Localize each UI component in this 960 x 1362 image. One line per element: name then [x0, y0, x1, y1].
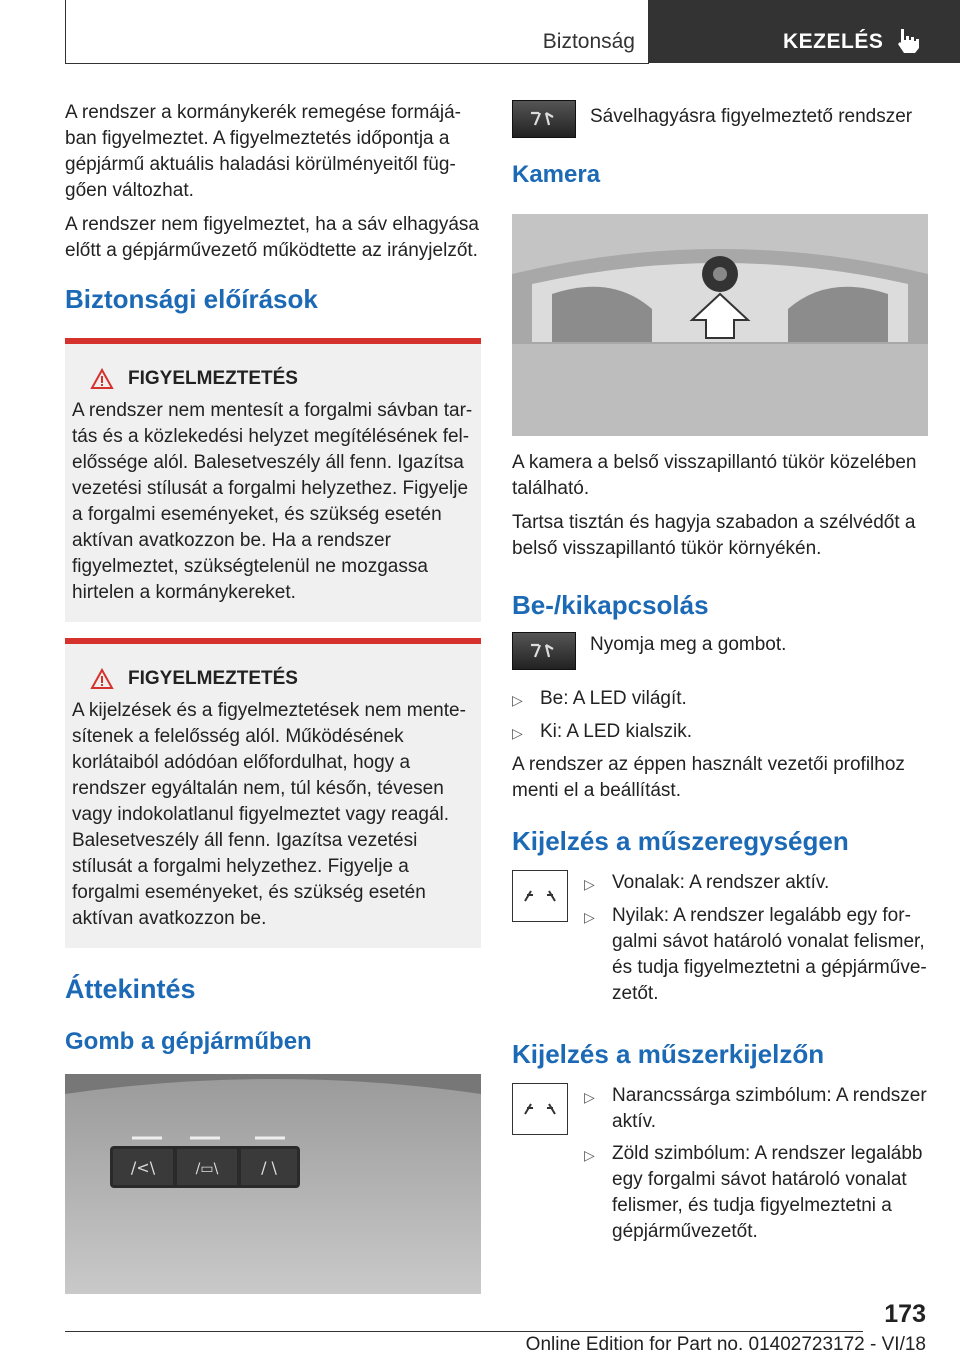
bullet-triangle-icon: ▷ — [584, 1147, 595, 1163]
lane-departure-button-icon — [512, 100, 576, 138]
header-chapter-box — [649, 0, 960, 63]
hand-pointer-icon — [895, 26, 923, 54]
header-rule-bottom — [65, 63, 648, 64]
display-heading: Kijelzés a műszerkijelzőn — [512, 1039, 825, 1069]
svg-text:/ \: / \ — [261, 1158, 277, 1177]
header-chapter: KEZELÉS — [783, 30, 884, 53]
right-column — [512, 100, 928, 1251]
camera-heading: Kamera — [512, 161, 601, 188]
bullet-triangle-icon: ▷ — [512, 692, 523, 708]
button-photo — [65, 1074, 481, 1294]
button-panel-image — [65, 1074, 481, 1294]
footer-edition: Online Edition for Part no. 01402723172 - VI/18 — [525, 1334, 926, 1355]
warning-1-title: FIGYELMEZTETÉS — [128, 368, 298, 389]
cluster-heading: Kijelzés a műszeregységen — [512, 826, 849, 856]
list-item: ▷ Narancssárga szimbólum: A rendszer aktív. — [584, 1083, 928, 1135]
warning-triangle-icon — [90, 668, 114, 690]
bullet-triangle-icon: ▷ — [512, 725, 523, 741]
left-column — [65, 100, 481, 1294]
list-item: ▷ Ki: A LED kialszik. — [512, 719, 928, 746]
list-item: ▷ Be: A LED világít. — [512, 686, 928, 713]
warning-1-text: A rendszer nem mentesít a forgalmi sávban tartás és a közlekedési helyzet megítélésének felelőssége alól. Balesetveszély áll fenn. Igazítsa vezetési stílusát a forgalmi helyzethez. Figyelje a forgalmi eseményeket, és szükség esetén aktívan avatkozzon be. Ha a rendszer figyelmeztet, szükségtelenül ne mozgassa hirtelen a kormánykereket. — [72, 400, 473, 603]
button-caption: Sávelhagyásra figyelmeztető rendszer — [590, 106, 913, 127]
list-item: ▷ Nyilak: A rendszer legalább egy forgalmi sávot határoló vonalat felismer, és tudja figyelmeztetni a gépjárművezetőt. — [584, 903, 928, 1007]
svg-text:/▭\: /▭\ — [195, 1161, 219, 1177]
list-item: ▷ Zöld szimbólum: A rendszer legalább egy forgalmi sávot határoló vonalat felismer, és tudja figyelmeztetni a gépjárművezetőt. — [584, 1141, 928, 1245]
header-rule-left — [65, 0, 66, 64]
camera-care: Tartsa tisztán és hagyja szabadon a szélvédőt a belső visszapillantó tükör környékén. — [512, 512, 916, 559]
warning-2-title: FIGYELMEZTETÉS — [128, 668, 298, 689]
profile-paragraph: A rendszer az éppen használt vezetői profilhoz menti el a beállítást. — [512, 754, 905, 801]
safety-heading: Biztonsági előírások — [65, 284, 318, 314]
footer-rule — [65, 1331, 863, 1332]
lane-lines-symbol-icon — [512, 1083, 568, 1135]
lane-departure-button-icon — [512, 632, 576, 670]
warning-box-1 — [65, 338, 481, 622]
header-section: Biztonság — [542, 30, 635, 53]
list-item: ▷ Vonalak: A rendszer aktív. — [584, 870, 928, 897]
lane-lines-symbol-icon — [512, 870, 568, 922]
camera-location: A kamera a belső visszapillantó tükör közelében található. — [512, 452, 917, 499]
camera-photo — [512, 214, 928, 436]
page-number: 173 — [884, 1300, 926, 1328]
bullet-triangle-icon: ▷ — [584, 909, 595, 925]
indicator-paragraph: A rendszer nem figyelmeztet, ha a sáv elhagyása előtt a gépjárművezető működtette az irányjelzőt. — [65, 214, 480, 261]
button-subheading: Gomb a gépjárműben — [65, 1028, 312, 1055]
warning-triangle-icon — [90, 368, 114, 390]
overview-heading: Áttekintés — [65, 974, 196, 1004]
onoff-caption: Nyomja meg a gombot. — [590, 634, 787, 655]
bullet-triangle-icon: ▷ — [584, 876, 595, 892]
svg-text:/<\: /<\ — [130, 1158, 156, 1177]
onoff-heading: Be-/kikapcsolás — [512, 590, 709, 620]
bullet-triangle-icon: ▷ — [584, 1089, 595, 1105]
warning-box-2 — [65, 638, 481, 948]
camera-windshield-image — [512, 214, 928, 436]
warning-2-text: A kijelzések és a figyelmeztetések nem mentesítenek a felelősség alól. Működésének korlátaiból adódóan előfordulhat, hogy a rendszer egyáltalán nem, túl későn, tévesen vagy indokolatlanul figyelmeztet vagy reagál. Balesetveszély áll fenn. Igazítsa vezetési stílusát a forgalmi helyzethez. Figyelje a forgalmi eseményeket, és szükség esetén aktívan avatkozzon be. — [72, 700, 466, 929]
intro-paragraph: A rendszer a kormánykerék remegése formájában figyelmeztet. A figyelmeztetés időpontja a gépjármű aktuális haladási körülményeitől függően változhat. — [65, 102, 461, 201]
